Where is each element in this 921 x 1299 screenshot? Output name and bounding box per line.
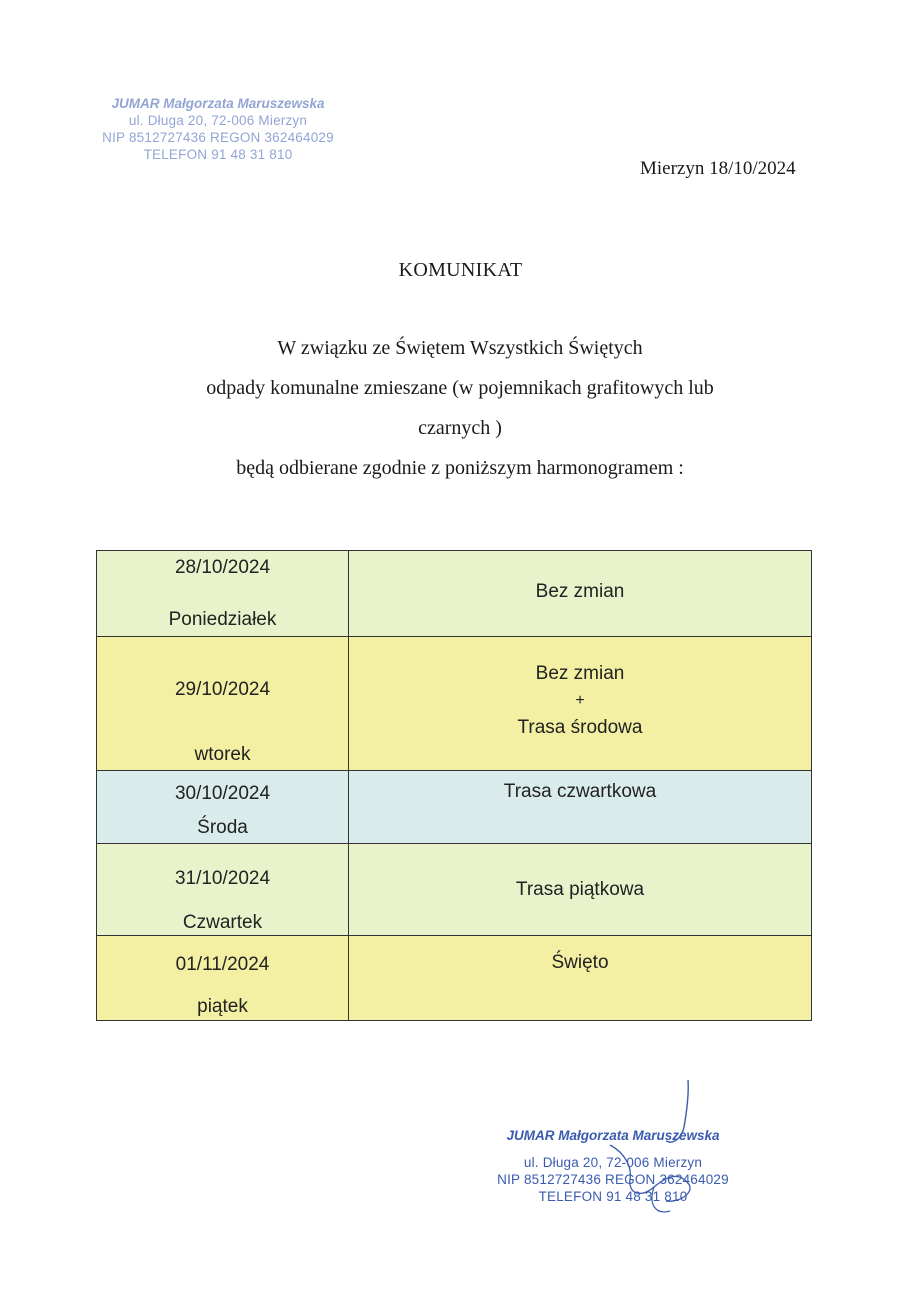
company-stamp-top xyxy=(98,96,338,164)
schedule-date: 31/10/2024 xyxy=(174,868,271,889)
stamp-phone: TELEFON 91 48 31 810 xyxy=(538,1188,688,1204)
schedule-info-line: Święto xyxy=(551,952,609,973)
schedule-info-line: Trasa czwartkowa xyxy=(503,781,657,802)
schedule-row xyxy=(97,844,812,936)
stamp-address: ul. Długa 20, 72-006 Mierzyn xyxy=(128,112,308,128)
schedule-info-cell xyxy=(349,637,812,771)
place-and-date: Mierzyn 18/10/2024 xyxy=(640,158,796,179)
schedule-date-cell xyxy=(97,771,349,844)
schedule-row xyxy=(97,771,812,844)
stamp-tax-ids: NIP 8512727436 REGON 362464029 xyxy=(497,1171,729,1187)
intro-line-2: odpady komunalne zmieszane (w pojemnikach grafitowych lub xyxy=(206,377,714,399)
schedule-date-cell xyxy=(97,551,349,637)
schedule-info-line: Bez zmian xyxy=(535,581,625,602)
schedule-info-line: Bez zmian xyxy=(535,663,625,684)
schedule-date: 01/11/2024 xyxy=(175,954,270,975)
page-title: KOMUNIKAT xyxy=(398,259,523,281)
schedule-date-cell xyxy=(97,637,349,771)
schedule-weekday: Czwartek xyxy=(182,912,263,933)
collection-schedule-table xyxy=(96,550,812,1021)
intro-line-4: będą odbierane zgodnie z poniższym harmonogramem : xyxy=(236,457,684,479)
schedule-weekday: wtorek xyxy=(194,744,251,765)
schedule-info-line: Trasa piątkowa xyxy=(515,879,645,900)
schedule-row xyxy=(97,637,812,771)
schedule-date-cell xyxy=(97,936,349,1021)
schedule-weekday: piątek xyxy=(197,996,248,1017)
schedule-row xyxy=(97,551,812,637)
company-stamp-bottom xyxy=(488,1128,738,1206)
schedule-weekday: Środa xyxy=(197,817,248,838)
schedule-info-cell xyxy=(349,936,812,1021)
schedule-info-cell xyxy=(349,844,812,936)
schedule-info-cell xyxy=(349,551,812,637)
schedule-date: 28/10/2024 xyxy=(174,557,271,578)
schedule-date: 30/10/2024 xyxy=(174,783,271,804)
stamp-phone: TELEFON 91 48 31 810 xyxy=(143,146,293,162)
schedule-weekday: Poniedziałek xyxy=(168,609,277,630)
schedule-info-line: + xyxy=(575,692,585,709)
schedule-date: 29/10/2024 xyxy=(174,679,271,700)
schedule-info-line: Trasa środowa xyxy=(517,717,643,738)
stamp-company-name: JUMAR Małgorzata Maruszewska xyxy=(111,96,325,111)
schedule-row xyxy=(97,936,812,1021)
intro-line-1: W związku ze Świętem Wszystkich Świętych xyxy=(277,337,643,359)
stamp-company-name: JUMAR Małgorzata Maruszewska xyxy=(506,1128,720,1143)
intro-text xyxy=(120,328,800,488)
stamp-tax-ids: NIP 8512727436 REGON 362464029 xyxy=(102,129,334,145)
schedule-date-cell xyxy=(97,844,349,936)
stamp-address: ul. Długa 20, 72-006 Mierzyn xyxy=(523,1154,703,1170)
intro-line-3: czarnych ) xyxy=(418,417,502,439)
schedule-info-cell xyxy=(349,771,812,844)
